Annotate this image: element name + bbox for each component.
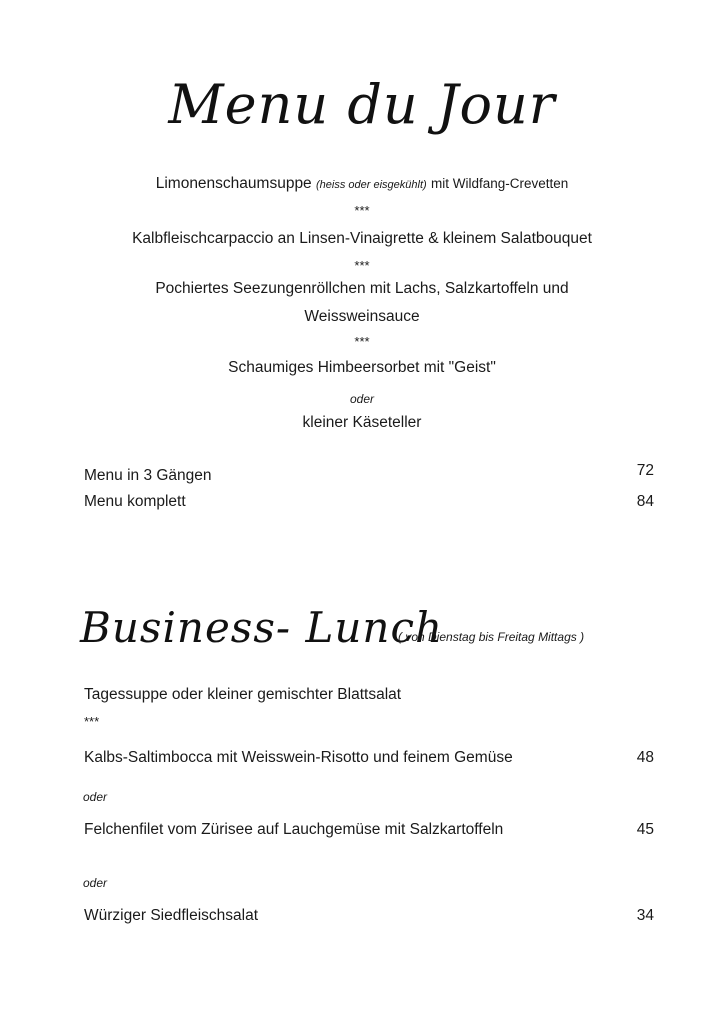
lunch-main-row (84, 747, 654, 769)
menu-price-label: Menu komplett (84, 493, 186, 510)
lunch-main-price: 45 (636, 821, 654, 838)
lunch-main-price: 48 (636, 749, 654, 766)
oder-label: oder (83, 876, 108, 890)
lunch-main-label: Würziger Siedfleischsalat (84, 907, 259, 924)
course-2: Kalbfleischcarpaccio an Linsen-Vinaigrette & kleinem Salatbouquet (132, 230, 592, 247)
lunch-main-label: Felchenfilet vom Zürisee auf Lauchgemüse mit Salzkartoffeln (84, 821, 504, 838)
lunch-starter: Tagessuppe oder kleiner gemischter Blattsalat (84, 686, 402, 703)
separator-2: *** (354, 258, 370, 273)
lunch-main-row (84, 819, 654, 841)
business-lunch-note: ( von Dienstag bis Freitag Mittags ) (398, 630, 585, 644)
menu-price-label: Menu in 3 Gängen (84, 467, 212, 484)
course-1-name: Limonenschaumsuppe (155, 175, 312, 192)
lunch-main-label: Kalbs-Saltimbocca mit Weisswein-Risotto und feinem Gemüse (84, 749, 513, 766)
course-4-alternative: kleiner Käseteller (302, 414, 422, 431)
menu-du-jour-title: Menu du Jour (168, 73, 556, 136)
course-3-line-2: Weissweinsauce (304, 308, 420, 325)
separator-3: *** (354, 334, 370, 349)
course-1-note: (heiss oder eisgekühlt) (316, 179, 427, 191)
menu-price-row (84, 491, 654, 513)
lunch-main-row (84, 905, 654, 927)
lunch-separator: *** (84, 714, 100, 729)
course-4: Schaumiges Himbeersorbet mit "Geist" (228, 359, 496, 376)
menu-price-value: 84 (636, 493, 654, 510)
course-1-rest: mit Wildfang-Crevetten (430, 176, 569, 191)
menu-price-row (84, 464, 654, 486)
oder-label: oder (349, 392, 375, 406)
menu-price-value: 72 (636, 462, 654, 479)
separator-1: *** (354, 203, 370, 218)
lunch-main-price: 34 (636, 907, 654, 924)
oder-label: oder (83, 790, 108, 804)
course-3-line-1: Pochiertes Seezungenröllchen mit Lachs, Salzkartoffeln und (155, 280, 569, 297)
business-lunch-title: Business- Lunch (80, 603, 444, 652)
course-1 (0, 174, 724, 195)
